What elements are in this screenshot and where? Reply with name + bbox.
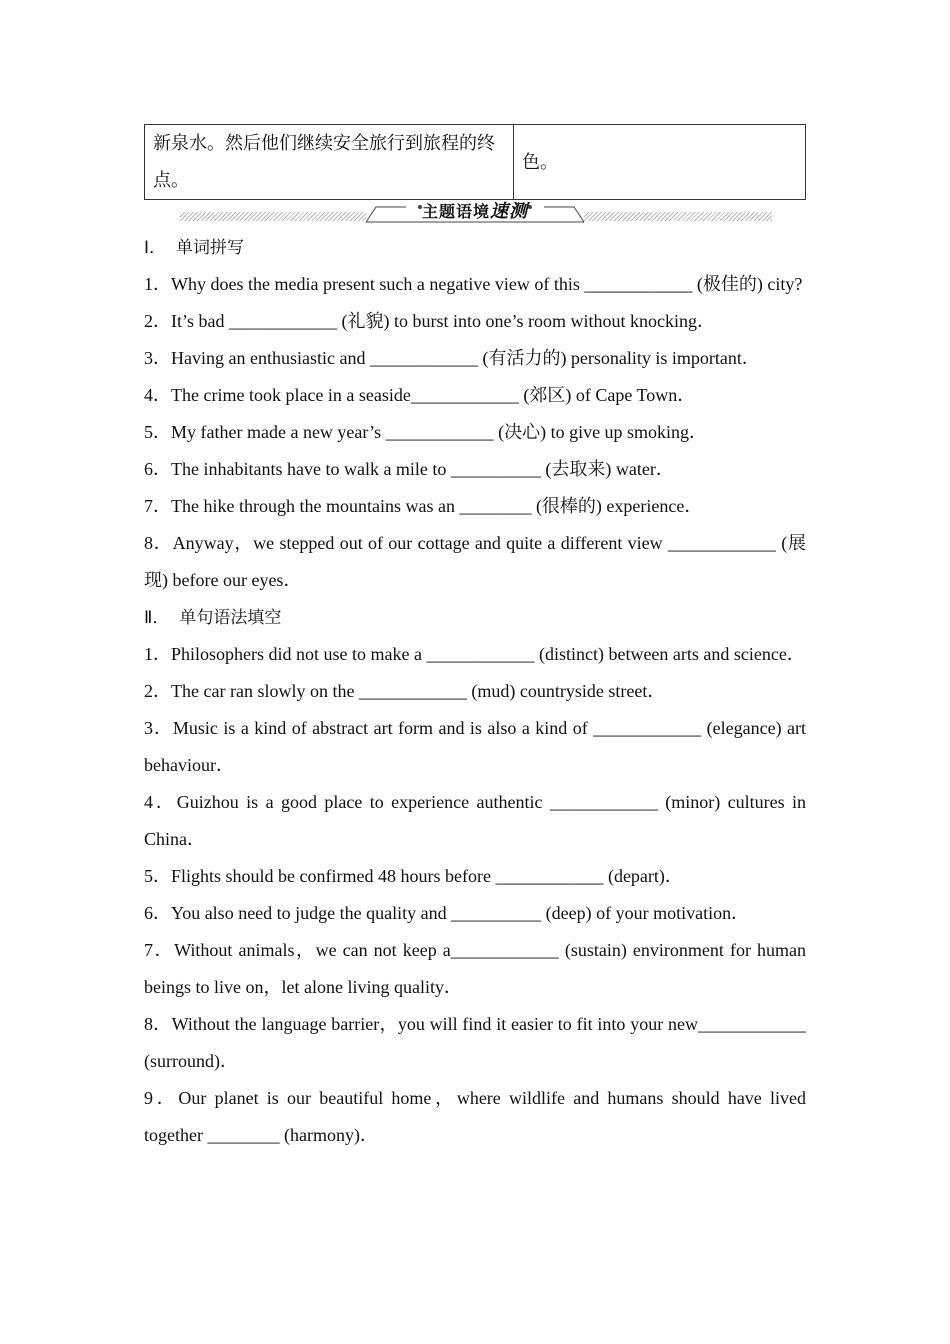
exercise-item: 6．The inhabitants have to walk a mile to __________ (去取来) water． [144,459,674,479]
exercise-item: 9．Our planet is our beautiful home，where wildlife and humans should have lived together ________ (harmony)． [144,1088,806,1145]
exercise-item: 5．Flights should be confirmed 48 hours before ____________ (depart)． [144,866,683,886]
banner-title-emph: 速测 [490,201,528,222]
spelling-exercise-list [144,266,806,599]
section-title: 单句语法填空 [179,608,282,628]
section-heading-2 [144,599,806,636]
exercise-item: 7．Without animals，we can not keep a____________ (sustain) environment for human beings to live on，let alone living quality． [144,940,806,997]
exercise-item: 2．It’s bad ____________ (礼貌) to burst into one’s room without knocking． [144,311,715,331]
grammar-exercise-list [144,636,806,1154]
exercise-item: 8．Without the language barrier，you will find it easier to fit into your new____________ (surround)． [144,1014,806,1071]
exercise-item: 4．Guizhou is a good place to experience authentic ____________ (minor) cultures in China． [144,792,806,849]
exercise-item: 2．The car ran slowly on the ____________ (mud) countryside street． [144,681,666,701]
section-numeral: Ⅰ． [144,238,167,257]
banner-title-plain: 主题语境 [421,202,490,221]
table-cell-right: 色。 [514,125,806,200]
table-cell-left: 新泉水。然后他们继续安全旅行到旅程的终点。 [145,125,514,200]
section-numeral: Ⅱ． [144,608,170,627]
exercise-item: 4．The crime took place in a seaside____________ (郊区) of Cape Town． [144,385,696,405]
section-heading-1 [144,229,806,266]
exercise-item: 7．The hike through the mountains was an ________ (很棒的) experience． [144,496,703,516]
continuation-table [144,124,806,200]
exercise-item: 3．Having an enthusiastic and ____________ (有活力的) personality is important． [144,348,760,368]
exercise-item: 1．Why does the media present such a negative view of this ____________ (极佳的) city? [144,274,803,294]
exercise-item: 1．Philosophers did not use to make a ____________ (distinct) between arts and science． [144,644,805,664]
exercise-item: 3．Music is a kind of abstract art form and is also a kind of ____________ (elegance) art behaviour． [144,718,806,775]
document-page [144,124,806,1154]
section-banner [144,199,806,229]
banner-hatch-right [584,212,772,221]
banner-title [366,201,584,223]
table-row [145,125,806,200]
exercise-item: 6．You also need to judge the quality and __________ (deep) of your motivation． [144,903,750,923]
exercise-item: 5．My father made a new year’s ____________ (决心) to give up smoking． [144,422,708,442]
section-title: 单词拼写 [176,238,245,258]
banner-hatch-left [180,212,366,221]
exercise-item: 8．Anyway，we stepped out of our cottage and quite a different view ____________ (展现) before our eyes． [144,533,806,590]
